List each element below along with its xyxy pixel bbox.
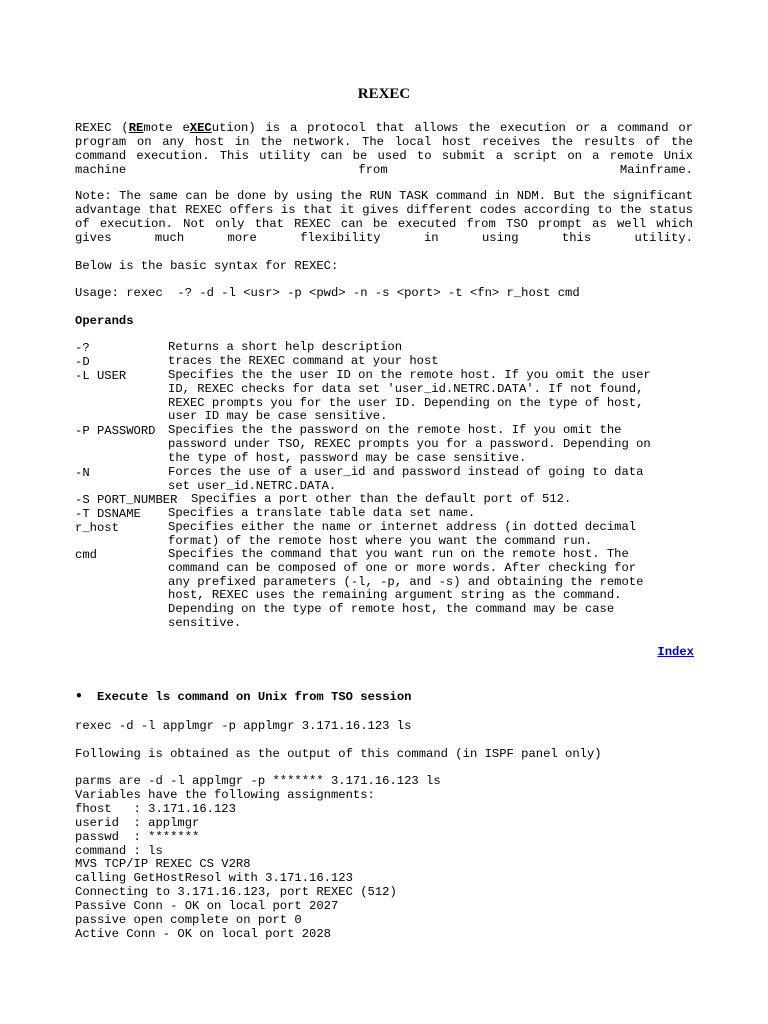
operand-desc (168, 466, 693, 494)
operand-name: cmd (75, 548, 97, 562)
operand-desc-line: Specifies the command that you want run on the remote host. The (168, 547, 629, 561)
intro-paragraph (75, 121, 693, 177)
operand-desc-line: traces the REXEC command at your host (168, 354, 439, 368)
operand-name: -L USER (75, 369, 127, 383)
operand-name: r_host (75, 521, 119, 535)
operand-desc-line: Returns a short help description (168, 340, 403, 354)
operand-desc (168, 355, 693, 369)
index-link[interactable]: Index (657, 645, 694, 659)
operand-name: -T DSNAME (75, 507, 141, 521)
operand-desc-line: set user_id.NETRC.DATA. (168, 478, 337, 493)
output-line: MVS TCP/IP REXEC CS V2R8 (75, 857, 251, 871)
operand-desc (191, 493, 693, 507)
operand-desc (168, 424, 693, 465)
intro-rest: ution) is a protocol that allows the execution or a command or program on any host in the network. The local host receives the results of the command execution. This utility can be used to submit a script on a remote Unix machine from Mainframe. (75, 121, 694, 177)
output-line: command : ls (75, 844, 163, 858)
operand-name: -N (75, 466, 90, 480)
operand-desc-line: any prefixed parameters (-l, -p, and -s) and obtaining the remote (168, 574, 644, 589)
output-line: passwd : ******* (75, 830, 200, 844)
intro-xec: XEC (189, 121, 212, 135)
operand-desc (168, 521, 693, 549)
output-line: Variables have the following assignments: (75, 788, 375, 802)
operands-heading: Operands (75, 314, 134, 328)
section-heading (75, 689, 412, 704)
operand-desc-line: Forces the use of a user_id and password instead of going to data (168, 465, 644, 479)
operand-desc-line: host, REXEC uses the remaining argument string as the command. (168, 588, 622, 603)
output-line: Passive Conn - OK on local port 2027 (75, 899, 339, 913)
operand-desc (168, 548, 693, 631)
operand-desc (168, 369, 693, 424)
operand-name: -? (75, 341, 90, 355)
operand-desc-line: Specifies a port other than the default port of 512. (191, 492, 572, 506)
output-line: fhost : 3.171.16.123 (75, 802, 236, 816)
syntax-intro: Below is the basic syntax for REXEC: (75, 259, 339, 273)
output-line: parms are -d -l applmgr -p ******* 3.171.16.123 ls (75, 774, 441, 788)
output-line: calling GetHostResol with 3.171.16.123 (75, 871, 353, 885)
section-heading-text: Execute ls command on Unix from TSO session (97, 690, 412, 704)
output-line: Active Conn - OK on local port 2028 (75, 927, 331, 941)
operand-name: -D (75, 355, 90, 369)
operand-desc-line: Specifies the the user ID on the remote host. If you omit the user (168, 368, 651, 382)
operand-desc (168, 341, 693, 355)
operand-desc-line: password under TSO, REXEC prompts you for a password. Depending on (168, 436, 651, 451)
output-intro: Following is obtained as the output of this command (in ISPF panel only) (75, 747, 602, 761)
operand-desc-line: the type of host, password may be case sensitive. (168, 450, 527, 465)
output-line: Connecting to 3.171.16.123, port REXEC (512) (75, 885, 397, 899)
operand-name: -P PASSWORD (75, 424, 156, 438)
intro-pre: REXEC ( (75, 121, 129, 135)
intro-re: RE (128, 121, 144, 135)
bullet-icon: • (75, 689, 83, 703)
example-command: rexec -d -l applmgr -p applmgr 3.171.16.123 ls (75, 719, 412, 733)
operand-desc-line: REXEC prompts you for the user ID. Depending on the type of host, (168, 395, 644, 410)
page-title: REXEC (357, 86, 411, 102)
operand-desc-line: Specifies a translate table data set name. (168, 506, 476, 520)
intro-mote: mote e (143, 121, 190, 135)
operand-desc-line: Specifies the the password on the remote host. If you omit the (168, 423, 622, 437)
operand-desc-line: Specifies either the name or internet address (in dotted decimal (168, 520, 637, 534)
operand-desc (168, 507, 693, 521)
operand-name: -S PORT_NUMBER (75, 493, 178, 507)
operand-desc-line: user ID may be case sensitive. (168, 409, 388, 424)
note-paragraph: Note: The same can be done by using the RUN TASK command in NDM. But the significant advantage that REXEC offers is that it gives different codes according to the status of execution. Not only that REXEC can be executed from TSO prompt as well which gives much more flexibility in using this utility. (75, 189, 693, 245)
usage-line: Usage: rexec -? -d -l <usr> -p <pwd> -n -s <port> -t <fn> r_host cmd (75, 286, 580, 300)
output-line: passive open complete on port 0 (75, 913, 302, 927)
operand-desc-line: Depending on the type of remote host, the command may be case (168, 602, 615, 617)
operand-desc-line: sensitive. (168, 615, 242, 630)
output-line: userid : applmgr (75, 816, 200, 830)
operand-desc-line: format) of the remote host where you want the command run. (168, 533, 593, 548)
operand-desc-line: command can be composed of one or more words. After checking for (168, 560, 637, 575)
operand-desc-line: ID, REXEC checks for data set 'user_id.NETRC.DATA'. If not found, (168, 381, 644, 396)
